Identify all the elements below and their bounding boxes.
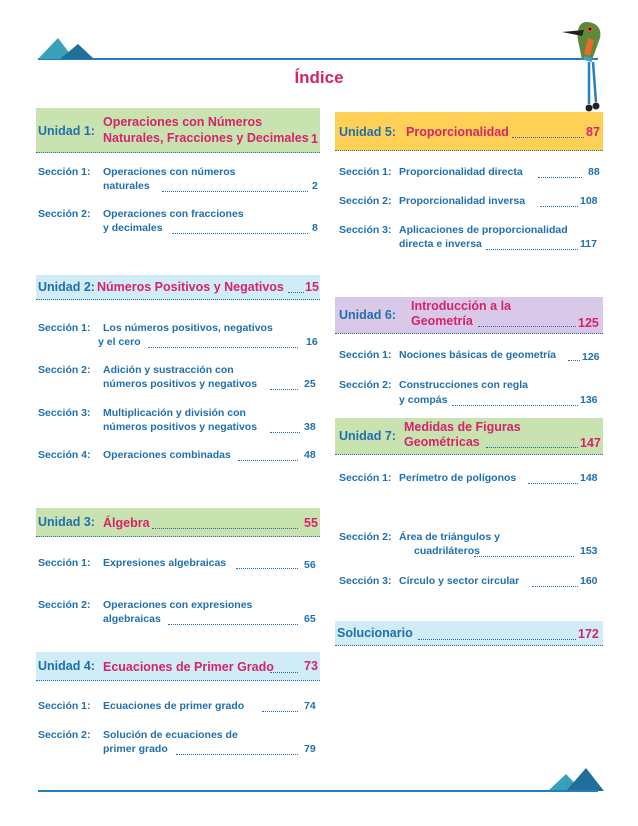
u3-s1-label: Sección 1: (38, 557, 91, 569)
u5-s3-dots (486, 249, 578, 250)
u4-s2-page: 79 (304, 743, 316, 755)
u2-s4-label: Sección 4: (38, 449, 91, 461)
u1-s1-page: 2 (312, 180, 318, 192)
u3-s1-line1: Expresiones algebraicas (103, 557, 227, 569)
u2-s2-line2: números positivos y negativos (103, 378, 258, 390)
u2-s4-page: 48 (304, 449, 316, 461)
u7-s3-label: Sección 3: (339, 575, 392, 587)
u5-s3-page: 117 (580, 238, 597, 250)
u7-s1-dots (528, 483, 578, 484)
unit-3-page: 55 (304, 516, 318, 530)
u1-s2-label: Sección 2: (38, 208, 91, 220)
unit-3-dots (152, 528, 298, 529)
u2-s1-dots (148, 347, 298, 348)
u6-s2-page: 136 (580, 394, 598, 406)
u4-s2-dots (176, 754, 298, 755)
u7-s1-page: 148 (580, 472, 598, 484)
u1-s1-dots (162, 191, 308, 192)
solucionario-page: 172 (578, 627, 599, 641)
u7-s2-page: 153 (580, 545, 598, 557)
u4-s1-dots (262, 711, 298, 712)
u5-s1-label: Sección 1: (339, 166, 392, 178)
u6-s1-label: Sección 1: (339, 349, 392, 361)
unit-5-page: 87 (586, 125, 600, 139)
u1-s2-page: 8 (312, 222, 318, 234)
u1-s2-line1: Operaciones con fracciones (103, 208, 244, 220)
u2-s4-line1: Operaciones combinadas (103, 449, 231, 461)
u7-s2-line1: Área de triángulos y (399, 531, 500, 543)
mountains-bottom-icon (548, 766, 608, 792)
unit-6-title-line1: Introducción a la (411, 299, 512, 313)
u2-s2-dots (270, 389, 298, 390)
u7-s2-label: Sección 2: (339, 531, 392, 543)
unit-1-page: 1 (311, 132, 318, 146)
u2-s3-dots (270, 432, 300, 433)
u7-s3-dots (532, 586, 578, 587)
u3-s2-line2: algebraicas (103, 613, 161, 625)
u3-s2-dots (168, 624, 298, 625)
u2-s1-line1: Los números positivos, negativos (103, 322, 273, 334)
u3-s1-dots (236, 568, 298, 569)
u5-s2-label: Sección 2: (339, 195, 392, 207)
u6-s2-dots (452, 405, 578, 406)
u2-s1-line2: y el cero (98, 336, 141, 348)
u2-s2-line1: Adición y sustracción con (103, 364, 234, 376)
u4-s2-label: Sección 2: (38, 729, 91, 741)
u4-s2-line1: Solución de ecuaciones de (103, 729, 238, 741)
u7-s2-dots (474, 556, 574, 557)
u4-s1-line1: Ecuaciones de primer grado (103, 700, 245, 712)
unit-4-page: 73 (304, 659, 318, 673)
u5-s1-line1: Proporcionalidad directa (399, 166, 523, 178)
u5-s3-label: Sección 3: (339, 224, 392, 236)
unit-6-title-line2: Geometría (411, 314, 473, 328)
u6-s1-dots (568, 360, 580, 361)
u2-s1-page: 16 (306, 336, 318, 348)
u2-s3-line1: Multiplicación y división con (103, 407, 246, 419)
u7-s2-line2: cuadriláteros (414, 545, 480, 557)
u6-s1-page: 126 (582, 351, 600, 363)
solucionario-dots (418, 639, 576, 640)
unit-3-label: Unidad 3: (38, 515, 95, 529)
unit-7-label: Unidad 7: (339, 429, 396, 443)
unit-4-dots (270, 672, 298, 673)
unit-6-page: 125 (578, 316, 599, 330)
u6-s2-line1: Construcciones con regla (399, 379, 528, 391)
u1-s2-dots (172, 233, 308, 234)
u3-s2-label: Sección 2: (38, 599, 91, 611)
u2-s3-line2: números positivos y negativos (103, 421, 258, 433)
unit-5-label: Unidad 5: (339, 125, 396, 139)
u5-s2-line1: Proporcionalidad inversa (399, 195, 526, 207)
unit-2-page: 15 (305, 280, 319, 294)
u6-s2-line2: y compás (399, 394, 448, 406)
u7-s1-label: Sección 1: (339, 472, 392, 484)
u7-s3-page: 160 (580, 575, 598, 587)
unit-1-title-line2: Naturales, Fracciones y Decimales (103, 131, 309, 145)
unit-7-title-line2: Geométricas (404, 435, 480, 449)
unit-1-label: Unidad 1: (38, 124, 95, 138)
unit-3-title: Álgebra (103, 516, 150, 530)
u2-s4-dots (238, 460, 298, 461)
bottom-rule (38, 790, 598, 792)
unit-1-title-line1: Operaciones con Números (103, 115, 263, 129)
u6-s2-label: Sección 2: (339, 379, 392, 391)
u2-s3-label: Sección 3: (38, 407, 91, 419)
u5-s3-line2: directa e inversa (399, 238, 482, 250)
unit-2-dots (288, 292, 304, 293)
u1-s1-label: Sección 1: (38, 166, 91, 178)
u1-s1-line1: Operaciones con números (103, 166, 236, 178)
u4-s2-line2: primer grado (103, 743, 168, 755)
u5-s2-page: 108 (580, 195, 598, 207)
u2-s2-page: 25 (304, 378, 316, 390)
u7-s3-line1: Círculo y sector circular (399, 575, 520, 587)
u6-s1-line1: Nociones básicas de geometría (399, 349, 556, 361)
u5-s1-dots (538, 177, 582, 178)
unit-6-label: Unidad 6: (339, 308, 396, 322)
u2-s2-label: Sección 2: (38, 364, 91, 376)
unit-2-label: Unidad 2: (38, 280, 95, 294)
motmot-bird-icon (552, 16, 612, 116)
page-title: Índice (294, 68, 344, 87)
u7-s1-line1: Perímetro de polígonos (399, 472, 517, 484)
unit-4-title: Ecuaciones de Primer Grado (103, 660, 274, 674)
u5-s1-page: 88 (588, 166, 600, 178)
solucionario-title: Solucionario (337, 626, 413, 640)
u5-s2-dots (540, 206, 578, 207)
u4-s1-page: 74 (304, 700, 316, 712)
unit-4-label: Unidad 4: (38, 659, 95, 673)
unit-2-title: Números Positivos y Negativos (97, 280, 284, 294)
unit-7-title-line1: Medidas de Figuras (404, 420, 521, 434)
unit-5-dots (512, 137, 584, 138)
u1-s1-line2: naturales (103, 180, 150, 192)
u2-s1-label: Sección 1: (38, 322, 91, 334)
unit-7-page: 147 (580, 436, 601, 450)
u5-s3-line1: Aplicaciones de proporcionalidad (399, 224, 568, 236)
top-rule (38, 58, 598, 60)
u1-s2-line2: y decimales (103, 222, 163, 234)
unit-7-dots (486, 447, 578, 448)
u3-s2-line1: Operaciones con expresiones (103, 599, 253, 611)
u3-s1-page: 56 (304, 559, 316, 571)
unit-6-dots (478, 326, 576, 327)
u4-s1-label: Sección 1: (38, 700, 91, 712)
unit-5-title: Proporcionalidad (406, 125, 509, 139)
mountains-top-icon (38, 32, 98, 60)
u2-s3-page: 38 (304, 421, 316, 433)
u3-s2-page: 65 (304, 613, 316, 625)
